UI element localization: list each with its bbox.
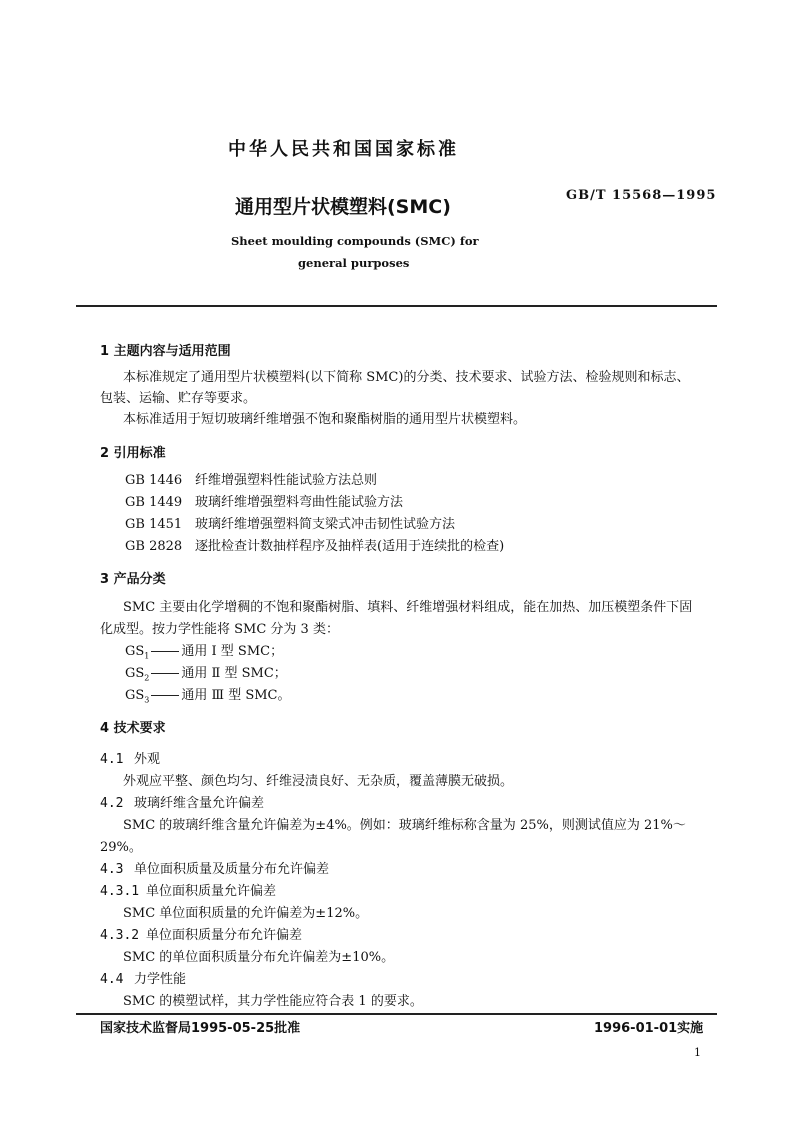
section-1-heading: 1 主题内容与适用范围	[100, 344, 231, 359]
class-subscript: 2	[144, 673, 150, 683]
clause-number: 4.3	[100, 862, 124, 877]
national-standard-heading: 中华人民共和国国家标准	[228, 139, 459, 160]
reference-item	[125, 514, 455, 536]
em-dash	[151, 695, 179, 696]
reference-code: GB 1451	[125, 517, 183, 532]
reference-item	[125, 470, 377, 492]
em-dash	[151, 673, 179, 674]
class-code: GS	[125, 688, 145, 703]
reference-title: 玻璃纤维增强塑料弯曲性能试验方法	[195, 495, 404, 510]
header-divider	[76, 305, 717, 307]
reference-code: GB 1449	[125, 495, 183, 510]
clause-4-3-2-text: SMC 的单位面积质量分布允许偏差为±10%。	[123, 950, 395, 965]
section-1-paragraph-line: 包装、运输、贮存等要求。	[100, 391, 257, 406]
reference-code: GB 1446	[125, 473, 183, 488]
section-3-paragraph-line: SMC 主要由化学增稠的不饱和聚酯树脂、填料、纤维增强材料组成，能在加热、加压模塑条件下固	[123, 600, 693, 615]
clause-4-3-1-heading	[100, 881, 276, 903]
clause-title: 玻璃纤维含量允许偏差	[134, 796, 265, 811]
reference-code: GB 2828	[125, 539, 183, 554]
clause-number: 4.4	[100, 972, 124, 987]
document-title-cn: 通用型片状模塑料(SMC)	[235, 196, 451, 218]
clause-4-2-text-line: SMC 的玻璃纤维含量允许偏差为±4%。例如：玻璃纤维标称含量为 25%，则测试值应为 21%～	[123, 818, 686, 833]
clause-number: 4.3.2	[100, 928, 140, 943]
class-subscript: 3	[144, 695, 150, 705]
effective-date-line: 1996-01-01实施	[594, 1021, 704, 1036]
reference-item	[125, 536, 504, 558]
class-subscript: 1	[144, 651, 150, 661]
clause-4-2-text-line: 29%。	[100, 840, 142, 855]
product-class-item	[125, 685, 291, 712]
clause-title: 单位面积质量分布允许偏差	[146, 928, 303, 943]
footer-divider	[76, 1013, 717, 1015]
clause-title: 单位面积质量允许偏差	[146, 884, 277, 899]
standard-number: GB/T 15568—1995	[566, 188, 717, 203]
clause-4-4-text: SMC 的模塑试样，其力学性能应符合表 1 的要求。	[123, 994, 423, 1009]
clause-number: 4.3.1	[100, 884, 140, 899]
class-description: 通用 Ⅱ 型 SMC；	[181, 666, 287, 681]
section-1-paragraph-line: 本标准规定了通用型片状模塑料(以下简称 SMC)的分类、技术要求、试验方法、检验规则和标志、	[123, 370, 690, 385]
clause-number: 4.2	[100, 796, 124, 811]
class-description: 通用 Ⅰ 型 SMC；	[181, 644, 284, 659]
clause-title: 外观	[134, 752, 161, 767]
section-4-heading: 4 技术要求	[100, 721, 166, 736]
reference-title: 纤维增强塑料性能试验方法总则	[195, 473, 378, 488]
class-code: GS	[125, 644, 145, 659]
class-code: GS	[125, 666, 145, 681]
section-1-paragraph: 本标准适用于短切玻璃纤维增强不饱和聚酯树脂的通用型片状模塑料。	[123, 412, 527, 427]
clause-number: 4.1	[100, 752, 124, 767]
em-dash	[151, 651, 179, 652]
clause-4-1-heading	[100, 749, 160, 771]
reference-title: 玻璃纤维增强塑料简支梁式冲击韧性试验方法	[195, 517, 456, 532]
clause-title: 力学性能	[134, 972, 187, 987]
clause-4-3-heading	[100, 859, 329, 881]
clause-4-3-2-heading	[100, 925, 302, 947]
section-3-paragraph-line: 化成型。按力学性能将 SMC 分为 3 类：	[100, 622, 339, 637]
clause-4-2-heading	[100, 793, 264, 815]
clause-4-4-heading	[100, 969, 186, 991]
reference-item	[125, 492, 403, 514]
document-title-en-line2: general purposes	[298, 256, 410, 270]
clause-4-1-text: 外观应平整、颜色均匀、纤维浸渍良好、无杂质，覆盖薄膜无破损。	[123, 774, 514, 789]
reference-title: 逐批检查计数抽样程序及抽样表(适用于连续批的检查)	[195, 539, 505, 554]
page-number: 1	[694, 1046, 701, 1059]
approval-line: 国家技术监督局1995-05-25批准	[100, 1021, 301, 1036]
document-title-en-line1: Sheet moulding compounds (SMC) for	[231, 234, 479, 248]
section-3-heading: 3 产品分类	[100, 572, 166, 587]
section-2-heading: 2 引用标准	[100, 446, 166, 461]
clause-title: 单位面积质量及质量分布允许偏差	[134, 862, 330, 877]
class-description: 通用 Ⅲ 型 SMC。	[181, 688, 291, 703]
clause-4-3-1-text: SMC 单位面积质量的允许偏差为±12%。	[123, 906, 369, 921]
